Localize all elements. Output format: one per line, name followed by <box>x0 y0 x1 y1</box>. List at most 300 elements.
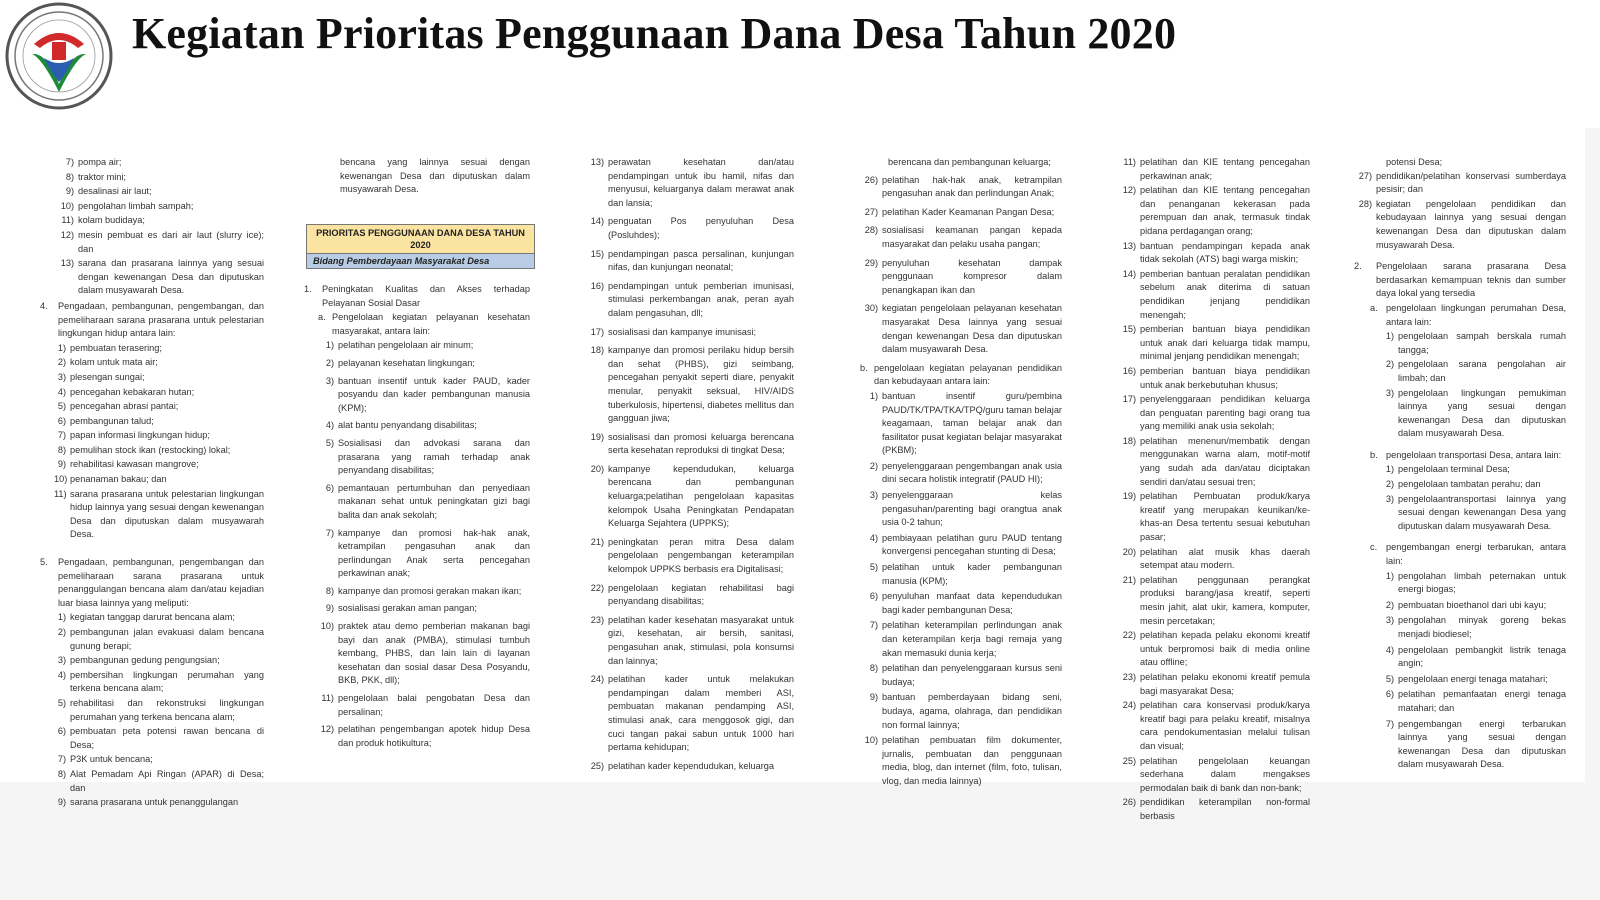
paragraph-letter: c. <box>1370 542 1378 553</box>
list-item <box>860 662 1062 689</box>
column-5 <box>1120 156 1310 825</box>
list-item-number: 2) <box>1385 479 1394 490</box>
list-item-text: penyuluhan kesehatan dampak penggunaan kompresor dalam penangkapan ikan dan <box>882 257 1062 295</box>
column-4 <box>860 156 1062 791</box>
list-item-text: pengelolaan pembangkit listrik tenaga angin; <box>1398 644 1566 669</box>
list-item-text: penyelenggaraan kelas pengasuhan/parenting bagi orangtua anak usia 0-2 tahun; <box>882 490 1062 528</box>
list-item <box>318 482 530 523</box>
list-item-number: 1) <box>869 390 878 401</box>
list-item <box>860 390 1062 458</box>
list-item-number: 19) <box>1122 491 1136 502</box>
list-item-number: 6) <box>57 415 66 426</box>
list-item <box>1120 365 1310 392</box>
list-item <box>860 460 1062 487</box>
paragraph-text: pengelolaan lingkungan perumahan Desa, antara lain: <box>1386 302 1566 327</box>
list-item-text: pelatihan pengelolaan air minum; <box>338 340 474 351</box>
list-item-number: 1) <box>1385 331 1394 342</box>
list-item <box>1382 387 1566 441</box>
list-item-text: bantuan insentif guru/pembina PAUD/TK/TPA/TKA/TPQ/guru taman belajar keagamaan, taman belajar anak dan fasilitator pusat kegiatan belajar masyarakat (PKBM); <box>882 390 1062 456</box>
list-item-text: pembersihan lingkungan perumahan yang terkena bencana alam; <box>70 669 264 694</box>
slide-title: Kegiatan Prioritas Penggunaan Dana Desa Tahun 2020 <box>132 9 1177 58</box>
priority-box <box>306 224 535 269</box>
list-item <box>860 224 1062 251</box>
list-item-number: 9) <box>57 797 66 808</box>
list-item <box>54 488 264 542</box>
list-item <box>860 302 1062 356</box>
list-item-number: 8) <box>65 171 74 182</box>
kemendesa-logo-icon <box>4 2 114 110</box>
list-item-number: 3) <box>57 655 66 666</box>
list-item-number: 2) <box>1385 599 1394 610</box>
list-item <box>860 206 1062 220</box>
list-item-number: 22) <box>1122 630 1136 641</box>
list-item-number: 20) <box>1122 546 1136 557</box>
list-pendidikan-cont <box>1120 156 1310 824</box>
list-item <box>54 458 264 472</box>
list-item-number: 30) <box>864 303 878 314</box>
column-3 <box>588 156 794 778</box>
list-item-number: 10) <box>320 621 334 632</box>
list-item-number: 5) <box>1385 673 1394 684</box>
list-item-text: pelatihan pembuatan film dokumenter, jurnalis, pembuatan dan penggunaan media, blog, dan internet (film, foto, tulisan, vlog, dan media lainnya) <box>882 735 1062 786</box>
list-item-number: 1) <box>1385 570 1394 581</box>
list-item-number: 13) <box>590 157 604 167</box>
list-item <box>318 437 530 478</box>
list-item <box>1120 796 1310 823</box>
list-item-number: 19) <box>590 431 604 442</box>
list-item-text: traktor mini; <box>78 171 126 182</box>
paragraph-b <box>860 362 1062 389</box>
list-item-text: pelatihan penggunaan perangkat produksi barang/jasa kreatif, seperti mesin jahit, alat ukir, kamera, komputer, mesin percetakan; <box>1140 574 1310 626</box>
paragraph-text: Pengadaan, pembangunan, pengembangan, dan pemeliharaan sarana prasarana untuk pelestarian lingkungan hidup antara lain: <box>58 300 264 339</box>
list-item-text: pelatihan kader untuk melakukan pendampingan dalam memberi ASI, pembuatan makanan pendamping ASI, stimulasi anak, cara menggosok gigi, dan cuci tangan pakai sabun untuk 1000 hari pertama kehidupan; <box>608 674 794 753</box>
list-item-text: perawatan kesehatan dan/atau pendampingan untuk ibu hamil, nifas dan menyusui, keluarganya dalam merawat anak dan lansia; <box>608 157 794 208</box>
list-item-text: penyelenggaraan pengembangan anak usia dini secara holistik integratif (PAUD HI); <box>882 460 1062 485</box>
list-item-text: pengelolaan sarana pengolahan air limbah; dan <box>1398 359 1566 383</box>
list-item-number: 4) <box>1385 644 1394 655</box>
list-item-number: 7) <box>65 157 74 167</box>
list-item <box>1382 478 1566 492</box>
list-item-number: 2) <box>57 627 66 637</box>
list-item-number: 7) <box>57 430 66 441</box>
list-item <box>318 692 530 719</box>
list-item-number: 15) <box>1122 324 1136 335</box>
list-item-text: kampanye dan promosi gerakan makan ikan; <box>338 585 522 596</box>
list-item-number: 21) <box>590 536 604 547</box>
paragraph-5 <box>40 556 264 610</box>
list-item <box>1120 240 1310 267</box>
paragraph-letter: a. <box>1370 302 1378 313</box>
list-item <box>860 590 1062 617</box>
list-item <box>1120 490 1310 544</box>
list-item-text: pelatihan pemanfaatan energi tenaga matahari; dan <box>1398 689 1566 713</box>
list-item-number: 1) <box>325 340 334 351</box>
list-item <box>1382 644 1566 671</box>
list-item-text: pembangunan jalan evakuasi dalam bencana gunung berapi; <box>70 627 264 651</box>
list-item-number: 16) <box>1122 365 1136 376</box>
list-item-text: penanaman bakau; dan <box>70 474 167 485</box>
list-item-text: sarana prasarana untuk penanggulangan <box>70 797 239 808</box>
list-item <box>58 185 264 199</box>
list-item-text: penguatan Pos penyuluhan Desa (Posluhdes); <box>608 216 794 240</box>
column-2 <box>304 156 530 197</box>
list-item-number: 5) <box>325 437 334 448</box>
list-item-text: pengelolaan terminal Desa; <box>1398 464 1510 475</box>
list-item-number: 11) <box>1123 157 1136 167</box>
list-item <box>1120 393 1310 434</box>
list-item-text: sosialisasi dan kampanye imunisasi; <box>608 326 757 337</box>
list-item-number: 10) <box>60 200 74 211</box>
list-item <box>54 725 264 752</box>
priority-box-subtitle: Bidang Pemberdayaan Masyarakat Desa <box>307 253 534 268</box>
list-item-number: 11) <box>54 488 67 499</box>
list-item-text: pengolahan minyak goreng bekas menjadi biodiesel; <box>1398 615 1566 639</box>
list-item <box>54 400 264 414</box>
list-item <box>1382 718 1566 772</box>
list-item-number: 3) <box>1385 387 1394 398</box>
paragraph-number: 1. <box>304 284 312 294</box>
list-item <box>588 344 794 426</box>
list-item-text: pelatihan alat musik khas daerah setempat atau modern. <box>1140 546 1310 571</box>
list-item-number: 14) <box>590 216 604 227</box>
list-item-text: Alat Pemadam Api Ringan (APAR) di Desa; dan <box>70 768 264 793</box>
list-item-text: kegiatan pengelolaan pelayanan kesehatan masyarakat Desa lainnya yang sesuai dengan kewenangan Desa dan diputuskan dalam musyawarah Desa. <box>882 303 1062 355</box>
list-item-text: pencegahan kebakaran hutan; <box>70 386 195 397</box>
list-item-number: 3) <box>57 371 66 382</box>
list-item-text: bantuan pendampingan kepada anak tidak sekolah (ATS) bagi warga miskin; <box>1140 240 1310 265</box>
list-item <box>318 419 530 433</box>
list-item-number: 24) <box>590 674 604 685</box>
list-item <box>1382 570 1566 597</box>
list-item-text: pelatihan hak-hak anak, ketrampilan pengasuhan anak dan perlindungan Anak; <box>882 174 1062 199</box>
list-item-text: pengelolaan energi tenaga matahari; <box>1398 673 1548 684</box>
list-item <box>860 561 1062 588</box>
column-6 <box>1354 156 1566 774</box>
column-2-body <box>304 283 530 754</box>
list-item-number: 25) <box>590 760 604 771</box>
paragraph-text: pengelolaan kegiatan pelayanan pendidikan dan kebudayaan antara lain: <box>874 362 1062 387</box>
list-item-text: Sosialisasi dan advokasi sarana dan prasarana yang ramah terhadap anak penyandang disabilitas; <box>338 437 530 476</box>
list-item <box>1120 156 1310 183</box>
list-item-number: 7) <box>57 754 66 765</box>
list-item-text: pengelolaan sampah berskala rumah tangga; <box>1398 331 1566 355</box>
list-pendidikan <box>860 390 1062 789</box>
list-bencana <box>40 611 264 809</box>
list-item <box>1382 673 1566 687</box>
list-item-number: 26) <box>864 174 878 185</box>
list-item-text: peningkatan peran mitra Desa dalam pengelolaan pengembangan keterampilan kelompok UPPKS berbasis era Digitalisasi; <box>608 536 794 575</box>
list-item-text: pembangunan talud; <box>70 415 154 426</box>
paragraph-text: Peningkatan Kualitas dan Akses terhadap Pelayanan Sosial Dasar <box>322 284 530 308</box>
list-item-number: 28) <box>1358 198 1372 209</box>
list-item-text: kampanye kependudukan, keluarga berencana dan pembangunan keluarga;pelatihan pengelolaan kapasitas kelompok Usaha Peningkatan Pendapatan Keluarga Sejahtera (UPPKS); <box>608 463 794 529</box>
list-pelestarian <box>40 342 264 542</box>
list-item-text: pendampingan untuk pemberian imunisasi, stimulasi perkembangan anak, peran ayah dalam pengasuhan, dll; <box>608 280 794 318</box>
list-item <box>1120 435 1310 489</box>
list-item-number: 12) <box>320 724 334 735</box>
paragraph-letter: b. <box>1370 449 1378 460</box>
paragraph-text: pengembangan energi terbarukan, antara lain: <box>1386 542 1566 567</box>
list-item <box>1382 330 1566 357</box>
list-item-number: 24) <box>1122 700 1136 711</box>
list-item <box>54 386 264 400</box>
list-kesehatan <box>304 339 530 750</box>
list-item-text: pelatihan dan KIE tentang pencegahan dan penanganan kekerasan pada perempuan dan anak, termasuk tindak pidana perdagangan orang; <box>1140 185 1310 236</box>
paragraph-a <box>1354 302 1566 329</box>
list-item <box>860 619 1062 660</box>
list-kesehatan-end <box>860 174 1062 357</box>
list-item-text: rehabilitasi kawasan mangrove; <box>70 459 199 470</box>
paragraph-letter: a. <box>318 312 326 323</box>
list-item-number: 18) <box>1122 435 1136 446</box>
list-item <box>860 257 1062 298</box>
list-item-text: sosialisasi gerakan aman pangan; <box>338 603 477 614</box>
list-item-number: 1) <box>1385 464 1394 475</box>
list-item-number: 23) <box>1122 671 1136 682</box>
list-item <box>588 248 794 275</box>
list-item <box>1382 688 1566 715</box>
list-item <box>588 614 794 668</box>
list-item-number: 17) <box>590 326 604 337</box>
list-item-text: penyuluhan manfaat data kependudukan bagi kader pembangunan Desa; <box>882 591 1062 615</box>
list-item-text: pelatihan Kader Keamanan Pangan Desa; <box>882 206 1055 217</box>
paragraph-b <box>1354 449 1566 463</box>
list-item <box>860 691 1062 732</box>
list-item-text: pelatihan keterampilan perlindungan anak dan keterampilan kerja bagi remaja yang akan memasuki dunia kerja; <box>882 620 1062 658</box>
list-item-text: pendampingan pasca persalinan, kunjungan nifas, dan kunjungan neonatal; <box>608 248 794 273</box>
list-item-number: 4) <box>325 420 334 431</box>
list-item <box>54 654 264 668</box>
list-item <box>1120 268 1310 322</box>
list-item-number: 1) <box>57 342 66 353</box>
list-item-number: 20) <box>590 463 604 474</box>
list-item-number: 6) <box>869 591 878 602</box>
list-lingkungan-cont <box>40 156 264 298</box>
list-item <box>1120 546 1310 573</box>
list-item-text: pemulihan stock ikan (restocking) lokal; <box>70 444 231 455</box>
list-item-text: mesin pembuat es dari air laut (slurry ice); dan <box>78 229 264 254</box>
list-item <box>1120 755 1310 796</box>
list-item-text: pengolahan limbah peternakan untuk energi biogas; <box>1398 570 1566 595</box>
list-item <box>58 171 264 185</box>
list-item-number: 3) <box>1385 615 1394 626</box>
list-item <box>1120 323 1310 364</box>
list-item <box>54 473 264 487</box>
list-item-number: 4) <box>869 532 878 543</box>
list-item <box>1382 358 1566 385</box>
list-item-number: 9) <box>57 459 66 470</box>
list-item-text: pengelolaan lingkungan pemukiman lainnya yang sesuai dengan kewenangan Desa dan diputuskan dalam musyawarah Desa. <box>1398 387 1566 439</box>
list-item-text: kolam budidaya; <box>78 215 145 226</box>
list-item-number: 4) <box>57 386 66 397</box>
list-item <box>1382 463 1566 477</box>
list-item-number: 2) <box>869 460 878 471</box>
list-item-text: alat bantu penyandang disabilitas; <box>338 420 477 431</box>
list-item <box>860 174 1062 201</box>
list-item <box>54 611 264 625</box>
list-item-text: pelatihan kepada pelaku ekonomi kreatif untuk berpromosi baik di media online atau offline; <box>1140 630 1310 668</box>
list-perumahan <box>1354 330 1566 441</box>
list-item <box>1120 629 1310 670</box>
paragraph-2 <box>1354 260 1566 301</box>
list-item <box>588 215 794 242</box>
list-item-text: bantuan pemberdayaan bidang seni, budaya, agama, olahraga, dan pendidikan non formal lainnya; <box>882 692 1062 730</box>
list-item-text: pelatihan dan KIE tentang pencegahan perkawinan anak; <box>1140 157 1310 181</box>
list-item-text: kegiatan tanggap darurat bencana alam; <box>70 612 235 623</box>
list-item-number: 22) <box>590 582 604 593</box>
list-item-number: 14) <box>1122 268 1136 279</box>
list-item-number: 2) <box>1385 359 1394 370</box>
list-item-number: 26) <box>1122 797 1136 808</box>
list-item <box>1382 614 1566 641</box>
list-item <box>1120 671 1310 698</box>
list-item-text: papan informasi lingkungan hidup; <box>70 430 210 441</box>
list-item-text: pelatihan kader kependudukan, keluarga <box>608 760 775 771</box>
paragraph-number: 4. <box>40 300 48 311</box>
slide-header <box>0 0 1600 128</box>
list-item-number: 3) <box>325 375 334 386</box>
list-item-text: pemberian bantuan biaya pendidikan untuk anak dari keluarga tidak mampu, minimal jenjang pendidikan menengah; <box>1140 324 1310 362</box>
list-item-number: 25) <box>1122 755 1136 766</box>
list-item <box>318 527 530 581</box>
list-item-text: pengelolaan kegiatan rehabilitasi bagi penyandang disabilitas; <box>608 582 794 607</box>
list-item <box>588 536 794 577</box>
list-kesehatan-cont <box>588 156 794 773</box>
list-item-number: 29) <box>864 257 878 268</box>
list-item-text: sosialisasi dan promosi keluarga berencana serta kesehatan reproduksi di tingkat Desa; <box>608 431 794 456</box>
list-item <box>58 214 264 228</box>
paragraph-text: Pengelolaan kegiatan pelayanan kesehatan masyarakat, antara lain: <box>332 312 530 336</box>
list-item-number: 12) <box>1122 185 1136 196</box>
list-item-text: praktek atau demo pemberian makanan bagi bayi dan anak (PMBA), stimulasi tumbuh kembang, PHBS, dan lain lain di layanan kesehatan dan sosial dasar Desa Posyandu, BKB, PKK, dll); <box>338 621 530 686</box>
list-item-text: pelatihan pengembangan apotek hidup Desa dan produk hotikultura; <box>338 724 530 748</box>
list-item-number: 27) <box>864 206 878 217</box>
list-item <box>1120 574 1310 628</box>
list-item-number: 7) <box>869 620 878 631</box>
continued-text: bencana yang lainnya sesuai dengan kewenangan Desa dan diputuskan dalam musyawarah Desa. <box>340 157 530 195</box>
list-item-number: 2) <box>57 357 66 368</box>
list-item-text: pengelolaan tambatan perahu; dan <box>1398 479 1541 490</box>
list-item-number: 11) <box>321 693 334 704</box>
list-item <box>860 734 1062 788</box>
list-item <box>54 356 264 370</box>
list-item <box>54 626 264 653</box>
list-item <box>588 463 794 531</box>
list-item-number: 16) <box>590 280 604 291</box>
priority-box-title: PRIORITAS PENGGUNAAN DANA DESA TAHUN 2020 <box>307 225 534 253</box>
list-item <box>1354 198 1566 252</box>
list-item <box>318 585 530 599</box>
list-item-text: pelatihan Pembuatan produk/karya kreatif yang merupakan keunikan/ke- khas-an Desa tertentu sesuai kebutuhan pasar; <box>1140 491 1310 543</box>
list-item-number: 4) <box>57 669 66 680</box>
list-item-text: pencegahan abrasi pantai; <box>70 401 179 412</box>
list-item <box>318 723 530 750</box>
list-item <box>318 339 530 353</box>
list-item <box>1382 599 1566 613</box>
list-item-number: 27) <box>1358 170 1372 181</box>
list-item-text: sarana dan prasarana lainnya yang sesuai dengan kewenangan Desa dan diputuskan dalam musyawarah Desa. <box>78 258 264 296</box>
list-item <box>318 375 530 416</box>
paragraph-letter: b. <box>860 362 868 373</box>
list-item <box>1382 493 1566 534</box>
list-item-number: 5) <box>869 562 878 573</box>
list-item-text: desalinasi air laut; <box>78 186 152 197</box>
list-item-text: pelatihan dan penyelenggaraan kursus seni budaya; <box>882 663 1062 687</box>
list-item-number: 1) <box>57 612 66 623</box>
list-item-number: 5) <box>57 401 66 412</box>
list-item <box>588 673 794 755</box>
list-item-text: P3K untuk bencana; <box>70 754 153 765</box>
list-item-text: pengolahan limbah sampah; <box>78 200 194 211</box>
list-item <box>588 280 794 321</box>
list-item-number: 9) <box>325 603 334 614</box>
list-item-text: pelatihan untuk kader pembangunan manusia (KPM); <box>882 562 1062 586</box>
list-item-text: penyelenggaraan pendidikan keluarga dan penguatan parenting bagi orang tua yang memiliki anak usia sekolah; <box>1140 394 1310 432</box>
list-item-number: 8) <box>869 663 878 674</box>
list-item-text: pelatihan pengelolaan keuangan sederhana dalam mengakses permodalan baik di bank dan non-bank; <box>1140 755 1310 793</box>
list-item <box>54 342 264 356</box>
list-item-text: pendidikan keterampilan non-formal berbasis <box>1140 797 1310 821</box>
list-item-text: kampanye dan promosi hak-hak anak, ketrampilan pengasuhan anak dan perlindungan Anak serta pencegahan perkawinan anak; <box>338 527 530 579</box>
column-1 <box>40 156 264 811</box>
list-item <box>54 444 264 458</box>
list-item <box>588 760 794 774</box>
list-item-number: 6) <box>1385 689 1394 700</box>
list-item-number: 7) <box>1385 718 1394 729</box>
list-item-number: 23) <box>590 614 604 625</box>
list-item-number: 3) <box>869 490 878 501</box>
list-item-number: 7) <box>325 527 334 538</box>
list-item <box>318 357 530 371</box>
list-item-number: 8) <box>57 768 66 779</box>
list-item-number: 28) <box>864 225 878 236</box>
list-item-number: 8) <box>325 585 334 596</box>
list-item-number: 10) <box>54 474 68 485</box>
list-item <box>54 753 264 767</box>
list-item <box>58 229 264 256</box>
list-item <box>588 326 794 340</box>
list-item-text: sosialisasi keamanan pangan kepada masyarakat dan pelaku usaha pangan; <box>882 225 1062 249</box>
list-item-number: 13) <box>1122 240 1136 251</box>
list-energi <box>1354 570 1566 772</box>
list-item-text: pelatihan pelaku ekonomi kreatif pemula bagi masyarakat Desa; <box>1140 671 1310 696</box>
list-item-text: pemantauan pertumbuhan dan penyediaan makanan sehat untuk peningkatan gizi bagi balita dan anak sekolah; <box>338 482 530 520</box>
list-item-text: pembuatan peta potensi rawan bencana di Desa; <box>70 726 264 750</box>
list-item-number: 10) <box>864 735 878 746</box>
paragraph-text: Pengadaan, pembangunan, pengembangan dan pemeliharaan sarana prasarana untuk penanggulangan bencana alam dan/atau kejadian luar biasa lainnya yang meliputi: <box>58 557 264 608</box>
list-pendidikan-end <box>1354 170 1566 253</box>
list-item-text: pembiayaan pelatihan guru PAUD tentang konvergensi pencegahan stunting di Desa; <box>882 532 1062 557</box>
list-item-text: bantuan insentif untuk kader PAUD, kader posyandu dan kader pembangunan manusia (KPM); <box>338 375 530 413</box>
list-item-text: pengelolaantransportasi lainnya yang sesuai dengan kewenangan Desa yang diputuskan dalam musyawarah Desa. <box>1398 493 1566 531</box>
list-item <box>860 532 1062 559</box>
list-item <box>318 620 530 688</box>
list-item <box>58 156 264 170</box>
list-item <box>1354 170 1566 197</box>
list-item <box>588 431 794 458</box>
list-item-text: pembangunan gedung pengungsian; <box>70 655 220 666</box>
list-item <box>58 257 264 298</box>
list-item <box>54 669 264 696</box>
list-item-text: pendidikan/pelatihan konservasi sumberdaya pesisir; dan <box>1376 170 1566 195</box>
list-item <box>588 582 794 609</box>
list-item <box>54 371 264 385</box>
list-item <box>54 697 264 724</box>
list-item-number: 13) <box>60 258 74 269</box>
list-item-text: sarana prasarana untuk pelestarian lingkungan hidup lainnya yang sesuai dengan kewenangan Desa dan diputuskan dalam musyawarah Desa. <box>70 488 264 540</box>
list-item-text: pelatihan menenun/membatik dengan menggunakan warna alam, motif-motif yang sudah ada dan/atau diciptakan sendiri dan/atau sesuai tren; <box>1140 435 1310 487</box>
continued-text: berencana dan pembangunan keluarga; <box>888 157 1051 167</box>
